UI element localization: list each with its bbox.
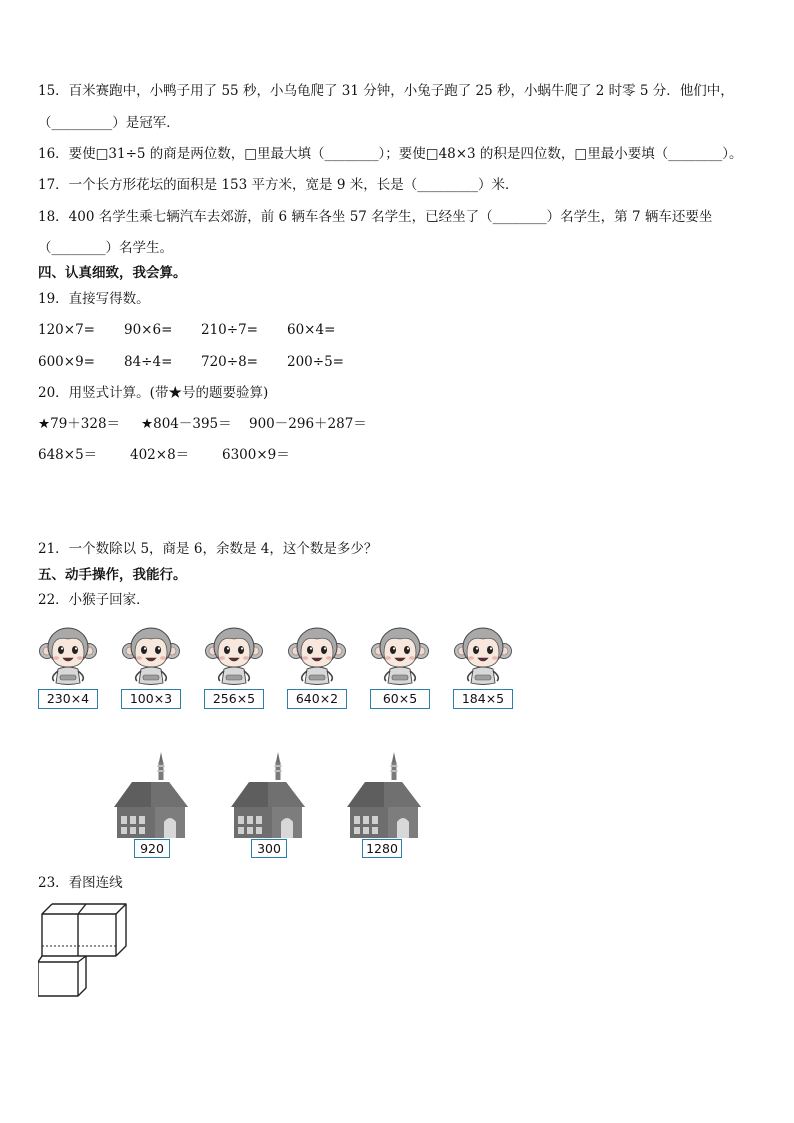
monkey-label-4: 640×2 [287, 689, 347, 709]
q19-r2-c1: 600×9= [38, 354, 95, 370]
q22: 22．小猴子回家． [38, 592, 150, 608]
monkey-icon [453, 625, 513, 687]
q20-r2-c3: 6300×9＝ [222, 447, 290, 463]
q23: 23．看图连线 [38, 875, 123, 891]
q19-r2-c3: 720÷8= [201, 354, 258, 370]
q20-r2-c1: 648×5＝ [38, 447, 98, 463]
q19-r1-c3: 210÷7= [201, 322, 258, 338]
monkey-icon [287, 625, 347, 687]
monkey-icon [204, 625, 264, 687]
house-icon [114, 752, 188, 838]
q17: 17．一个长方形花坛的面积是 153 平方米，宽是 9 米，长是（_________）米． [38, 177, 519, 193]
house-label-1: 920 [134, 839, 170, 858]
monkey-label-5: 60×5 [370, 689, 430, 709]
monkey-label-6: 184×5 [453, 689, 513, 709]
house-icon [231, 752, 305, 838]
q19-r1-c4: 60×4= [287, 322, 336, 338]
monkey-icon [370, 625, 430, 687]
q16: 16．要使□31÷5 的商是两位数，□里最大填（________）；要使□48×3 的积是四位数，□里最小要填（________）。 [38, 146, 743, 162]
house-icon [347, 752, 421, 838]
q20-r1-c3: 900－296＋287＝ [249, 416, 367, 432]
q18-line2: （________）名学生。 [38, 240, 173, 256]
q15-line1: 15．百米赛跑中，小鸭子用了 55 秒，小乌龟爬了 31 分钟，小兔子跑了 25 秒，小蜗牛爬了 2 时零 5 分．他们中， [38, 83, 734, 99]
house-label-2: 300 [251, 839, 287, 858]
monkey-label-3: 256×5 [204, 689, 264, 709]
monkey-icon [121, 625, 181, 687]
monkey-label-1: 230×4 [38, 689, 98, 709]
q19-r1-c1: 120×7= [38, 322, 95, 338]
monkey-icon [38, 625, 98, 687]
section-4-heading: 四、认真细致，我会算。 [38, 265, 187, 281]
q20-r1-c2: ★804－395＝ [141, 416, 232, 432]
q19: 19．直接写得数。 [38, 291, 150, 307]
section-5-heading: 五、动手操作，我能行。 [38, 567, 187, 583]
cube-figure [38, 900, 130, 998]
q19-r1-c2: 90×6= [124, 322, 173, 338]
q21: 21．一个数除以 5，商是 6，余数是 4，这个数是多少？ [38, 541, 378, 557]
house-label-3: 1280 [362, 839, 402, 858]
q19-r2-c4: 200÷5= [287, 354, 344, 370]
q18-line1: 18．400 名学生乘七辆汽车去郊游，前 6 辆车各坐 57 名学生，已经坐了（________）名学生，第 7 辆车还要坐 [38, 209, 713, 225]
monkey-label-2: 100×3 [121, 689, 181, 709]
q19-r2-c2: 84÷4= [124, 354, 173, 370]
q15-line2: （_________）是冠军． [38, 115, 180, 131]
q20-r1-c1: ★79＋328＝ [38, 416, 121, 432]
q20: 20．用竖式计算。(带★号的题要验算) [38, 385, 269, 401]
q20-r2-c2: 402×8＝ [130, 447, 190, 463]
